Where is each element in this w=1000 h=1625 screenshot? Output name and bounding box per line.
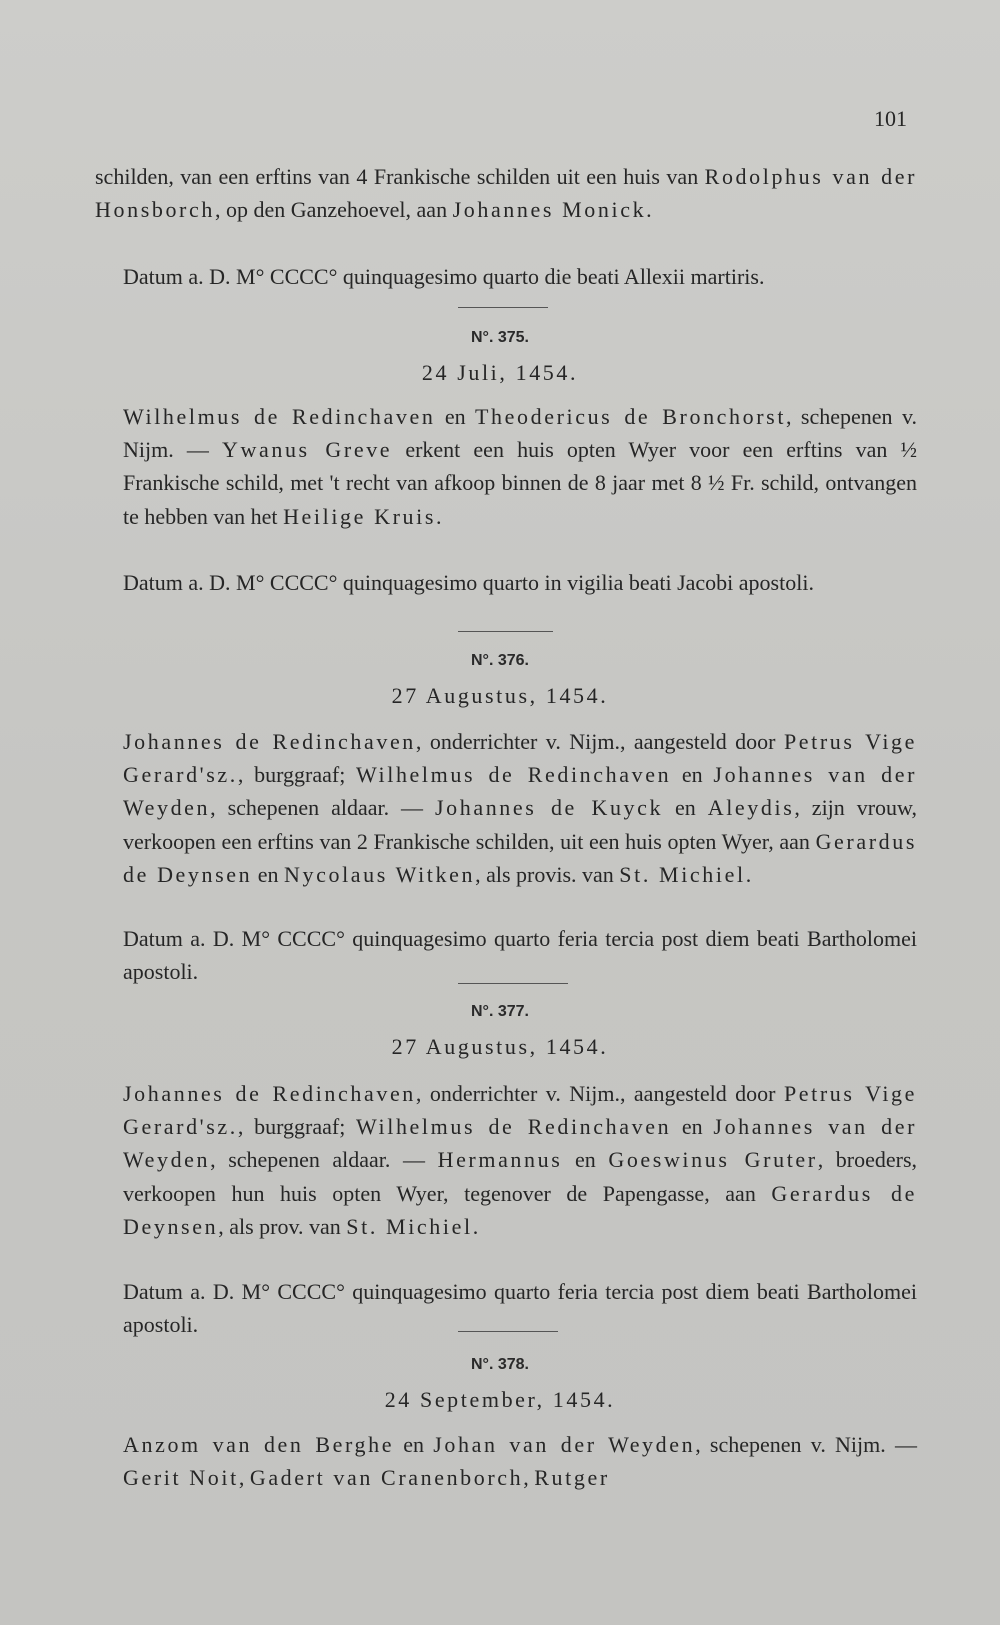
datum-line: Datum a. D. M° CCCC° quinquagesimo quarto in vigilia beati Jacobi apostoli. (123, 570, 814, 595)
entry-text: en (435, 404, 475, 429)
entry-text: . (436, 503, 442, 529)
entry-text: . (745, 861, 752, 887)
entry-number: N°. 378. (471, 1356, 529, 1373)
entry-date: 27 Augustus, 1454. (391, 1034, 609, 1059)
entry-number: N°. 375. (471, 329, 529, 346)
person-name: Johannes van der Weyden (123, 1114, 917, 1173)
person-name: Heilige Kruis (283, 503, 437, 529)
entry-text: en (394, 1432, 434, 1457)
person-name: Aleydis (707, 795, 795, 821)
person-name: Rodolphus van der Honsborch (95, 164, 917, 223)
entry-text: . (472, 1213, 479, 1239)
person-name: St. Michiel (346, 1213, 473, 1239)
datum-line: Datum a. D. M° CCCC° quinquagesimo quarto feria tercia post diem beati Bartholomei apostoli. (123, 926, 917, 985)
continuation-paragraph: schilden, van een erftins van 4 Frankische schilden uit een huis van Rodolphus van der Honsborch, op den Ganzehoevel, aan Johannes Monick. (95, 164, 917, 223)
entry-date: 27 Augustus, 1454. (391, 683, 609, 708)
entry-text: , schepenen aldaar. — (210, 795, 435, 821)
person-name: St. Michiel (619, 861, 746, 887)
entry-text: en (671, 762, 714, 788)
person-name: Johannes Monick (452, 197, 647, 223)
person-name: Johannes van der Weyden (123, 762, 917, 821)
entry-number: N°. 376. (471, 652, 529, 669)
person-name: Gerardus de Deynsen (123, 1180, 918, 1239)
entry-text: en (671, 1114, 714, 1140)
entry-date: 24 Juli, 1454. (421, 360, 579, 385)
entry-text: en (562, 1147, 609, 1173)
entry-body (95, 400, 917, 533)
person-name: Hermannus (437, 1147, 563, 1173)
person-name: Gerardus de Deynsen (123, 828, 917, 887)
person-name: Johannes de Redinchaven (123, 729, 416, 754)
entry-text: erkent een huis opten Wyer voor een erftins van ½ Frankische schild, met 't recht van afkoop binnen de 8 jaar met 8 ½ Fr. schild, ontvangen te hebben van het (123, 437, 918, 529)
person-name: Wilhelmus de Redinchaven (356, 762, 672, 788)
person-name: Gadert van Cranenborch (249, 1465, 524, 1491)
datum-line: Datum a. D. M° CCCC° quinquagesimo quarto feria tercia post diem beati Bartholomei apostoli. (123, 1279, 917, 1338)
page-number: 101 (874, 106, 907, 131)
entry-number: N°. 377. (471, 1003, 529, 1020)
datum-line: Datum a. D. M° CCCC° quinquagesimo quarto die beati Allexii martiris. (123, 264, 765, 289)
person-name: Goeswinus Gruter (608, 1147, 818, 1173)
entry-text: , onderrichter v. Nijm., aangesteld door (415, 729, 784, 754)
entry-text: , als provis. van (475, 861, 620, 887)
entry-text: , burggraaf; (237, 762, 357, 788)
person-name: Petrus Vige Gerard'sz. (123, 1081, 918, 1140)
person-name: Rutger (534, 1465, 610, 1491)
person-name: Anzom van den Berghe (123, 1432, 395, 1457)
person-name: Theodericus de Bronchorst (475, 404, 787, 429)
entry-text: , (523, 1465, 535, 1491)
entry-text: , schepenen aldaar. — (210, 1147, 438, 1173)
entry-text: en (663, 795, 708, 821)
entry-body (95, 1077, 917, 1243)
entry-text: , broeders, verkoopen hun huis opten Wyer, tegenover de Papengasse, aan (123, 1147, 918, 1206)
entry-text: , schepenen v. Nijm. — (695, 1432, 917, 1457)
person-name: Nycolaus Witken (284, 861, 476, 887)
person-name: Wilhelmus de Redinchaven (356, 1114, 672, 1140)
entry-text: en (252, 861, 285, 887)
entry-text: , onderrichter v. Nijm., aangesteld door (415, 1081, 784, 1106)
person-name: Johannes de Kuyck (434, 795, 664, 821)
entry-text: , als prov. van (218, 1213, 347, 1239)
person-name: Johan van der Weyden (433, 1432, 696, 1457)
separator-rule (458, 983, 568, 984)
person-name: Petrus Vige Gerard'sz. (123, 729, 918, 788)
separator-rule (458, 307, 548, 308)
person-name: Gerit Noit (123, 1465, 239, 1491)
person-name: Wilhelmus de Redinchaven (123, 404, 436, 429)
separator-rule (458, 1331, 558, 1332)
entry-text: , schepenen v. Nijm. — (123, 404, 918, 463)
entry-date: 24 September, 1454. (384, 1387, 616, 1412)
entry-text: , zijn vrouw, verkoopen een erftins van 2 Frankische schilden, uit een huis opten Wyer, aan (123, 795, 917, 854)
entry-text: , burggraaf; (237, 1114, 357, 1140)
entry-body (95, 1428, 917, 1494)
entry-body (95, 725, 917, 891)
entry-text: , (238, 1465, 250, 1491)
person-name: Johannes de Redinchaven (123, 1081, 416, 1106)
person-name: Ywanus Greve (222, 437, 393, 463)
separator-rule (458, 631, 553, 632)
